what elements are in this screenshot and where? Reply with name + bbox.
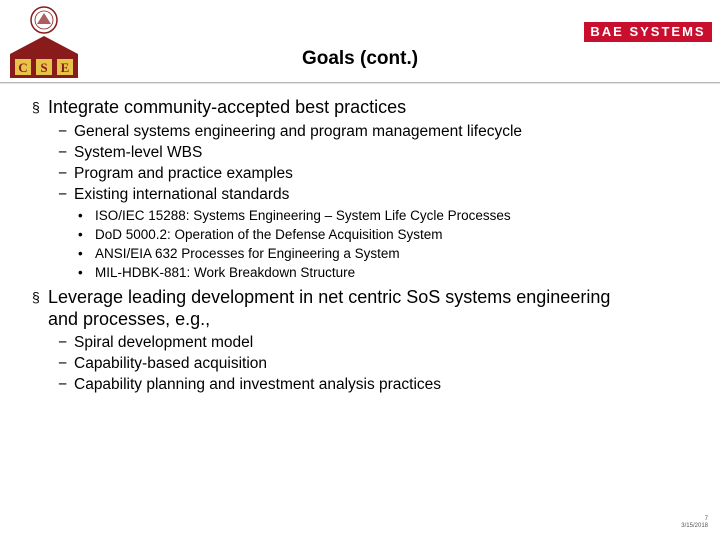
sub-bullet-marker: −: [58, 144, 68, 161]
bae-systems-logo: BAE SYSTEMS: [584, 22, 712, 42]
slide-date: 3/15/2018: [681, 523, 708, 529]
bullet-text: Leverage leading development in net centric SoS systems engineering: [48, 287, 611, 307]
sub-bullet-text: Spiral development model: [74, 334, 254, 351]
bullet-text-continued: and processes, e.g.,: [48, 309, 211, 329]
sub-bullet-marker: −: [58, 123, 68, 140]
standard-marker: •: [78, 208, 83, 223]
sub-bullet-marker: −: [58, 334, 68, 351]
page-number: 7: [704, 516, 708, 522]
svg-text:E: E: [60, 60, 70, 75]
sub-bullet-marker: −: [58, 165, 68, 182]
sub-bullet-text: Existing international standards: [74, 186, 290, 203]
title-divider: [0, 82, 720, 83]
standard-text: ISO/IEC 15288: Systems Engineering – System Life Cycle Processes: [95, 208, 511, 223]
standard-text: MIL-HDBK-881: Work Breakdown Structure: [95, 265, 356, 280]
standard-marker: •: [78, 246, 83, 261]
bullet-marker: §: [32, 99, 40, 115]
sub-bullet-text: Capability planning and investment analysis practices: [74, 376, 442, 393]
sub-bullet-text: General systems engineering and program management lifecycle: [74, 123, 523, 140]
sub-bullet-text: Capability-based acquisition: [74, 355, 268, 372]
bullet-text: Integrate community-accepted best practices: [48, 97, 407, 117]
svg-text:C: C: [18, 60, 28, 75]
sub-bullet-marker: −: [58, 376, 68, 393]
standard-marker: •: [78, 265, 83, 280]
standard-text: ANSI/EIA 632 Processes for Engineering a System: [95, 246, 400, 261]
sub-bullet-text: Program and practice examples: [74, 165, 293, 182]
sub-bullet-text: System-level WBS: [74, 144, 203, 161]
standard-text: DoD 5000.2: Operation of the Defense Acquisition System: [95, 227, 443, 242]
sub-bullet-marker: −: [58, 186, 68, 203]
slide-title: Goals (cont.): [301, 48, 419, 69]
bullet-marker: §: [32, 289, 40, 305]
svg-text:S: S: [40, 60, 48, 75]
slide-footer: [681, 516, 708, 530]
standard-marker: •: [78, 227, 83, 242]
sub-bullet-marker: −: [58, 355, 68, 372]
